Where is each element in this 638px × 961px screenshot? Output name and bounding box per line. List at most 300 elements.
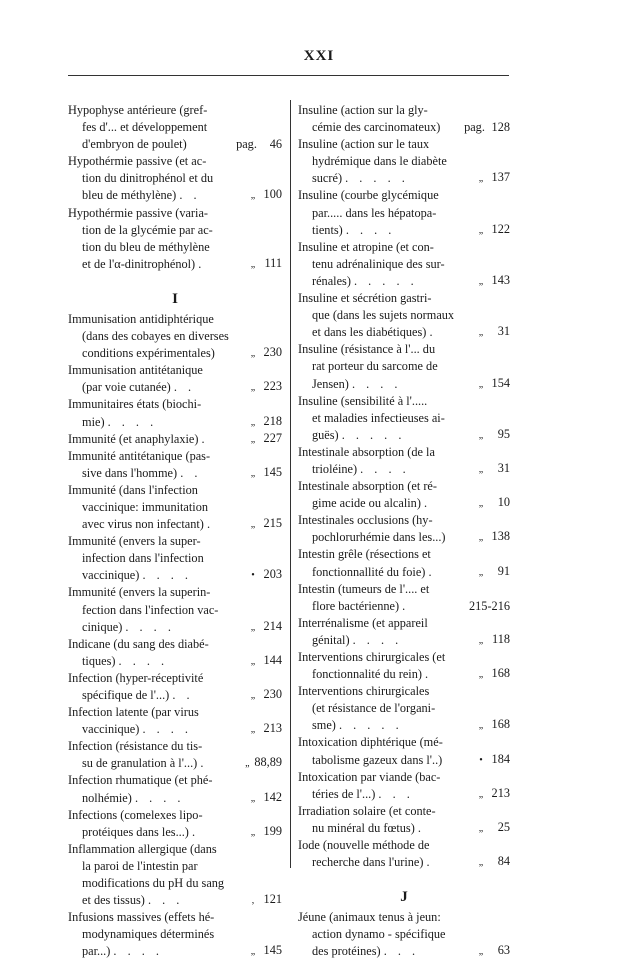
entry-text: tabolisme gazeux dans l'..) [312,752,443,767]
ditto-mark: „ [250,792,256,804]
entry-text: Infection (résistance du tis- [68,739,203,754]
index-entry [68,448,282,482]
header-rule [68,75,509,76]
entry-heading [68,311,282,328]
leader-dots: . [429,325,437,340]
entry-text: (par voie cutanée) [82,380,171,395]
ditto-mark: „ [478,224,484,236]
page-number-ref: 100 [263,187,282,202]
page-reference [471,528,510,546]
entry-continuation [298,410,510,427]
page-reference [466,598,510,615]
page-reference [471,751,510,769]
page-number-ref: 227 [263,430,282,445]
entry-text: et de l'α-dinitrophénol) [82,256,196,271]
leader-dots: . [425,667,433,682]
entry-text: Infection rhumatique (et phé- [68,773,213,788]
entry-heading [298,546,510,563]
leader-dots: . . . . [352,632,403,647]
page-number-ref: 230 [263,687,282,701]
entry-text: mie) [82,414,105,429]
ditto-mark: „ [478,532,484,544]
entry-text: Intestin (tumeurs de l'.... et [298,581,430,596]
entry-text: Insuline et sécrétion gastri- [298,291,432,306]
entry-heading [298,512,510,529]
entry-continuation [298,358,510,375]
index-entry [298,102,510,136]
page-number-ref: 214 [263,618,282,633]
entry-continuation [68,222,282,239]
entry-text: Immunité (envers la superin- [68,585,211,600]
entry-text: Iode (nouvelle méthode de [298,838,430,853]
entry-heading [68,704,282,721]
index-entry [298,649,510,683]
entry-continuation [298,307,510,324]
entry-heading [298,187,510,204]
leader-dots: . . . . [351,376,402,391]
ditto-mark: „ [478,566,484,578]
entry-text: protéiques dans les...) [82,824,189,839]
section-letter: I [172,290,178,307]
ditto-mark: „ [250,946,256,958]
column-divider [290,100,291,868]
entry-text: Infusions massives (effets hé- [68,910,215,925]
entry-text: tenu adrénalinique des sur- [312,256,445,271]
page-number-ref: 213 [263,721,282,736]
ditto-mark: „ [250,433,256,445]
ditto-mark: „ [478,275,484,287]
page-number-ref: 143 [491,272,510,287]
entry-text: cinique) [82,619,123,634]
entry-heading [298,649,510,666]
ditto-mark: „ [250,655,256,667]
entry-text: et maladies infectieuses ai- [312,410,445,425]
entry-text: avec virus non infectant) [82,517,204,532]
leader-dots: . . . . [107,414,158,429]
ditto-mark: „ [478,429,484,441]
entry-heading [298,136,510,153]
entry-text: guës) [312,427,339,442]
page-number-ref: 213 [491,785,510,800]
entry-heading [68,482,282,499]
page-reference [243,720,282,738]
leader-dots: . . . . [345,222,396,237]
ditto-mark: „ [478,327,484,339]
page-number-ref: 145 [263,943,282,958]
page-number-ref: 230 [263,345,282,360]
entry-continuation [68,875,282,892]
entry-heading [68,584,282,601]
entry-heading [68,362,282,379]
entry-heading [68,102,282,119]
entry-heading [298,734,510,751]
entry-text: Insuline (action sur le taux [298,137,430,152]
entry-text: Immunitaires états (biochi- [68,397,202,412]
entry-text: Interventions chirurgicales [298,684,430,699]
leader-dots: . . . . [142,722,192,737]
entry-text: vaccinique: immunitation [82,499,209,514]
index-entry [298,512,510,546]
entry-text: Hypothérmie passive (et ac- [68,154,207,169]
entry-text: tion du bleu de méthylène [82,239,210,254]
entry-text: et des tissus) [82,893,145,908]
ditto-mark: „ [250,382,256,394]
entry-heading [298,683,510,700]
entry-text: Intoxication par viande (bac- [298,769,441,784]
entry-text: et dans les diabétiques) [312,325,427,340]
entry-text: fonctionnalité du rein) [312,667,422,682]
ditto-mark: „ [478,378,484,390]
section-gap [68,273,282,285]
entry-text: tion de la glycémie par ac- [82,222,213,237]
page-number-ref: 168 [491,666,510,681]
ditto-mark: „ [478,788,484,800]
ditto-mark: „ [250,348,256,360]
entry-text: la paroi de l'intestin par [82,858,198,873]
entry-text: vaccinique) [82,568,140,583]
page-reference [471,716,510,734]
entry-text: Insuline (courbe glycémique [298,188,439,203]
page-reference [243,686,282,704]
index-entry [68,482,282,533]
index-entry [68,431,282,448]
entry-continuation [68,926,282,943]
entry-text: Interventions chirurgicales (et [298,650,446,664]
entry-continuation [298,926,510,943]
entry-text: rat porteur du sarcome de [312,359,438,374]
entry-text: (dans des cobayes en diverses [82,329,229,344]
ditto-mark: „ [478,946,484,958]
entry-text: Immunité (dans l'infection [68,482,198,497]
page-reference [471,272,510,290]
entry-text: Inflammation allergique (dans [68,841,217,856]
index-entry [298,581,510,615]
entry-text: Insuline (résistance à l'... du [298,342,436,357]
entry-heading [68,533,282,550]
entry-continuation [68,602,282,619]
entry-continuation [68,239,282,256]
page-reference [471,563,510,581]
page-number-ref: 88,89 [254,755,282,770]
index-entry [298,444,510,478]
entry-heading [68,670,282,687]
index-entry [298,187,510,238]
entry-text: pochlorurhémie dans les...) [312,530,446,545]
entry-text: Indicane (du sang des diabé- [68,636,209,651]
entry-text: sive dans l'homme) [82,465,178,480]
page-reference [471,375,510,393]
index-entry [68,704,282,738]
entry-continuation [68,499,282,516]
page-number-ref: 118 [492,631,510,646]
ditto-mark: „ [250,519,256,531]
page-reference [243,823,282,841]
entry-heading [68,448,282,465]
leader-dots: . . . [147,893,184,908]
index-left-column [68,102,282,961]
index-entry [298,546,510,580]
page-reference [243,430,282,448]
entry-heading [298,393,510,410]
entry-text: (et résistance de l'organi- [312,701,436,716]
entry-text: Insuline et atropine (et con- [298,239,434,254]
page-reference [237,754,282,772]
page-reference [471,460,510,478]
entry-text: sme) [312,718,336,733]
entry-text: Hypothérmie passive (varia- [68,205,208,220]
entry-text: su de granulation à l'...) [82,756,198,771]
ditto-mark: „ [250,690,256,701]
ditto-mark: „ [245,758,250,770]
page-reference [243,186,282,204]
leader-dots: . [198,256,206,271]
entry-text: conditions expérimentales) [82,346,215,361]
entry-heading [298,803,510,820]
entry-text: Hypophyse antérieure (gref- [68,103,208,117]
page-reference [243,566,282,584]
entry-text: modynamiques déterminés [82,927,215,942]
entry-text: cémie des carcinomateux) [312,120,441,135]
index-entry [298,837,510,871]
entry-text: tion du dinitrophénol et du [82,171,214,186]
section-letter: J [400,889,408,906]
page-number-ref: 91 [497,563,510,578]
leader-dots: . [201,431,209,446]
entry-text: spécifique de l'...) [82,688,170,702]
ditto-mark: „ [478,857,484,869]
entry-text: nu minéral du fœtus) [312,820,415,835]
index-entry [68,841,282,909]
entry-text: génital) [312,632,350,647]
leader-dots: . [191,824,200,839]
leader-dots: . [424,496,432,511]
ditto-mark: „ [250,467,256,479]
index-entry [298,615,510,649]
entry-text: fection dans l'infection vac- [82,602,219,617]
entry-text: Irradiation solaire (et conte- [298,803,436,818]
leader-dots: . . . . . [341,427,406,442]
index-entry [68,584,282,635]
entry-heading [68,636,282,653]
leader-dots: . . . . [118,653,169,668]
page-number-ref: 168 [491,717,510,732]
index-entry [68,396,282,430]
index-entry [68,909,282,960]
leader-dots: . . . [378,786,414,801]
leader-dots: . . . . [113,944,163,959]
entry-text: par...) [82,944,111,959]
entry-text: trioléine) [312,461,358,476]
index-entry [298,803,510,837]
page-number-ref: 84 [497,854,510,869]
entry-text: vaccinique) [82,722,140,737]
page-number-ref: 10 [497,495,510,510]
entry-heading [298,290,510,307]
index-entry [68,533,282,584]
page-reference [243,464,282,482]
page-reference [471,853,510,871]
leader-dots: . . . . . [354,273,418,288]
page-reference [471,169,510,187]
entry-heading [298,909,510,926]
entry-text: des protéines) [312,944,381,959]
index-entry [298,909,510,960]
index-entry [298,769,510,803]
entry-text: Immunisation antidiphtérique [68,311,214,326]
ditto-mark: „ [478,498,484,510]
page-number-ref: 184 [491,751,510,766]
page-reference [471,785,510,803]
entry-heading [68,841,282,858]
page-reference [471,819,510,837]
ditto-mark: „ [250,621,256,633]
page-reference [243,789,282,807]
section-gap [298,871,510,883]
leader-dots: . . . . [125,619,175,634]
pag-abbrev: pag. [464,120,485,135]
page-reference [461,119,510,136]
ditto-mark: „ [478,463,484,475]
leader-dots: . . . . [360,461,410,476]
entry-text: gime acide ou alcalin) [312,496,421,511]
entry-continuation [68,170,282,187]
entry-text: Intestinales occlusions (hy- [298,513,433,528]
page-number-ref: 199 [263,823,282,838]
entry-text: Infections (comelexes lipo- [68,807,203,822]
entry-heading [68,396,282,413]
page-reference [471,323,510,341]
entry-text: sucré) [312,171,343,186]
page-number-ref: 121 [263,892,282,907]
entry-text: Infection (hyper-réceptivité [68,670,204,685]
index-entry [68,738,282,772]
entry-heading [68,205,282,222]
entry-text: tiques) [82,653,116,668]
page-number-ref: 218 [263,413,282,428]
index-entry [298,393,510,444]
leader-dots: . . [179,188,201,203]
entry-text: d'embryon de poulet) [82,137,187,152]
index-entry [298,683,510,734]
page-number-ref: 122 [491,221,510,236]
page-number-ref: 215-216 [469,598,510,613]
page-reference [243,515,282,533]
ditto-mark: „ [250,190,256,202]
leader-dots: . . . . . [345,171,409,186]
ditto-mark: „ [478,669,484,681]
index-right-column [298,102,510,961]
page-number-ref: 142 [263,789,282,804]
index-entry [298,734,510,768]
leader-dots: . . . . [134,790,185,805]
index-entry [298,341,510,392]
index-entry [68,362,282,396]
entry-text: Insuline (action sur la gly- [298,103,428,117]
entry-text: Intestin grêle (résections et [298,547,431,562]
entry-heading [68,738,282,755]
entry-continuation [298,700,510,717]
ditto-mark: „ [478,173,484,185]
ditto-mark: „ [478,634,484,646]
leader-dots: . . [180,465,202,480]
page-number-ref: 223 [263,379,282,394]
page-reference [471,426,510,444]
entry-text: tients) [312,222,343,237]
page-reference [243,378,282,396]
entry-continuation [298,256,510,273]
entry-text: Immunité (envers la super- [68,534,201,549]
entry-continuation [298,205,510,222]
page-reference [471,942,510,960]
entry-text: Jensen) [312,376,349,391]
entry-text: hydrémique dans le diabète [312,154,447,169]
index-entry [68,636,282,670]
ditto-mark: „ [250,416,256,428]
leader-dots: . . [172,688,194,702]
entry-text: Immunité (et anaphylaxie) [68,431,199,446]
page-number-ref: 154 [491,375,510,390]
ditto-mark: „ [250,258,256,270]
entry-heading [298,239,510,256]
entry-heading [68,909,282,926]
entry-text: Intestinale absorption (de la [298,444,435,459]
leader-dots: . . [173,380,196,395]
ditto-mark: „ [478,822,484,834]
entry-text: nolhémie) [82,790,132,805]
page-number-ref: 25 [497,819,510,834]
page-number-ref: 111 [264,255,282,270]
leader-dots: . [417,820,425,835]
entry-heading [298,837,510,854]
entry-continuation [68,550,282,567]
entry-heading [298,444,510,461]
entry-text: rénales) [312,273,351,288]
page-number-ref: 145 [263,464,282,479]
entry-text: action dynamo - spécifique [312,927,446,942]
entry-text: Immunité antitétanique (pas- [68,448,211,463]
entry-continuation [68,119,282,136]
ditto-mark: • [479,754,483,766]
page-number-ref: 63 [497,943,510,958]
leader-dots: . [402,598,410,613]
entry-heading [298,341,510,358]
entry-heading [68,153,282,170]
leader-dots: . [206,517,215,532]
entry-text: que (dans les sujets normaux [312,308,455,323]
index-entry [298,290,510,341]
entry-continuation [298,153,510,170]
entry-heading [298,102,510,119]
page-number: XXI [303,48,335,64]
page-number-ref: 95 [497,426,510,441]
index-entry [68,205,282,273]
page-reference [471,631,510,649]
page-number-ref: 128 [491,120,510,135]
entry-text: bleu de méthylène) [82,188,177,203]
entry-continuation [68,328,282,345]
page-reference [243,652,282,670]
ditto-mark: „ [250,826,256,838]
leader-dots: . [200,756,208,771]
entry-text: modifications du pH du sang [82,876,225,891]
entry-text: téries de l'...) [312,786,376,801]
index-entry [68,153,282,204]
entry-heading [298,769,510,786]
page-reference [471,665,510,683]
index-entry [68,311,282,362]
page-number-ref: 144 [263,652,282,667]
entry-heading [68,772,282,789]
